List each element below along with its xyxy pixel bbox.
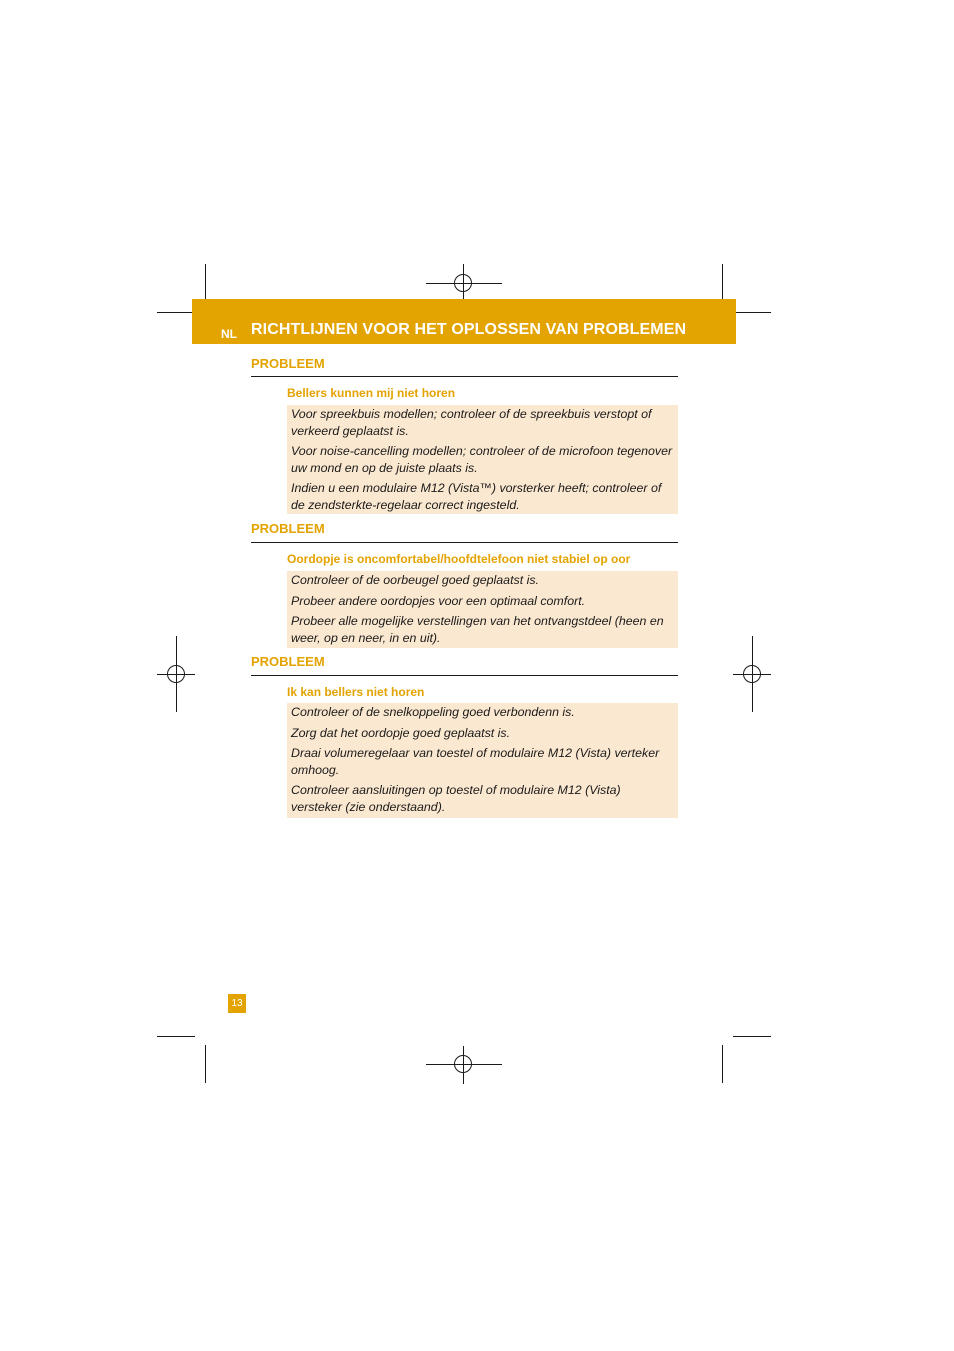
solution-item: Voor spreekbuis modellen; controleer of de spreekbuis verstopt of verkeerd geplaatst is.: [291, 407, 652, 438]
section-label: PROBLEEM: [251, 521, 325, 536]
solution-box: [287, 405, 678, 514]
solution-item: Probeer alle mogelijke verstellingen van het ontvangstdeel (heen en weer, op en neer, in en uit).: [291, 614, 664, 645]
section-divider: [251, 376, 678, 377]
solution-item: Probeer andere oordopjes voor een optimaal comfort.: [291, 593, 586, 608]
section-label: PROBLEEM: [251, 654, 325, 669]
solution-item: Controleer of de snelkoppeling goed verbondenn is.: [291, 705, 575, 719]
solution-item: Indien u een modulaire M12 (Vista™) vorsterker heeft; controleer of de zendsterkte-regelaar correct ingesteld.: [291, 481, 662, 512]
solution-item: Draai volumeregelaar van toestel of modulaire M12 (Vista) verteker omhoog.: [291, 746, 660, 777]
page-number: 13: [228, 994, 246, 1013]
language-code: NL: [221, 327, 237, 341]
section-divider: [251, 542, 678, 543]
solution-item: Voor noise-cancelling modellen; controleer of de microfoon tegenover uw mond en op de juiste plaats is.: [291, 444, 673, 475]
solution-box: [287, 571, 678, 648]
section-label: PROBLEEM: [251, 356, 325, 371]
solution-box: [287, 703, 678, 818]
problem-subheading: Ik kan bellers niet horen: [287, 685, 425, 699]
solution-item: Controleer aansluitingen op toestel of modulaire M12 (Vista) versteker (zie onderstaand).: [291, 783, 621, 814]
section-divider: [251, 675, 678, 676]
solution-item: Controleer of de oorbeugel goed geplaatst is.: [291, 573, 539, 587]
problem-subheading: Oordopje is oncomfortabel/hoofdtelefoon niet stabiel op oor: [287, 552, 631, 566]
solution-item: Zorg dat het oordopje goed geplaatst is.: [291, 725, 511, 740]
page-title: RICHTLIJNEN VOOR HET OPLOSSEN VAN PROBLEMEN: [251, 321, 687, 338]
problem-subheading: Bellers kunnen mij niet horen: [287, 386, 456, 400]
